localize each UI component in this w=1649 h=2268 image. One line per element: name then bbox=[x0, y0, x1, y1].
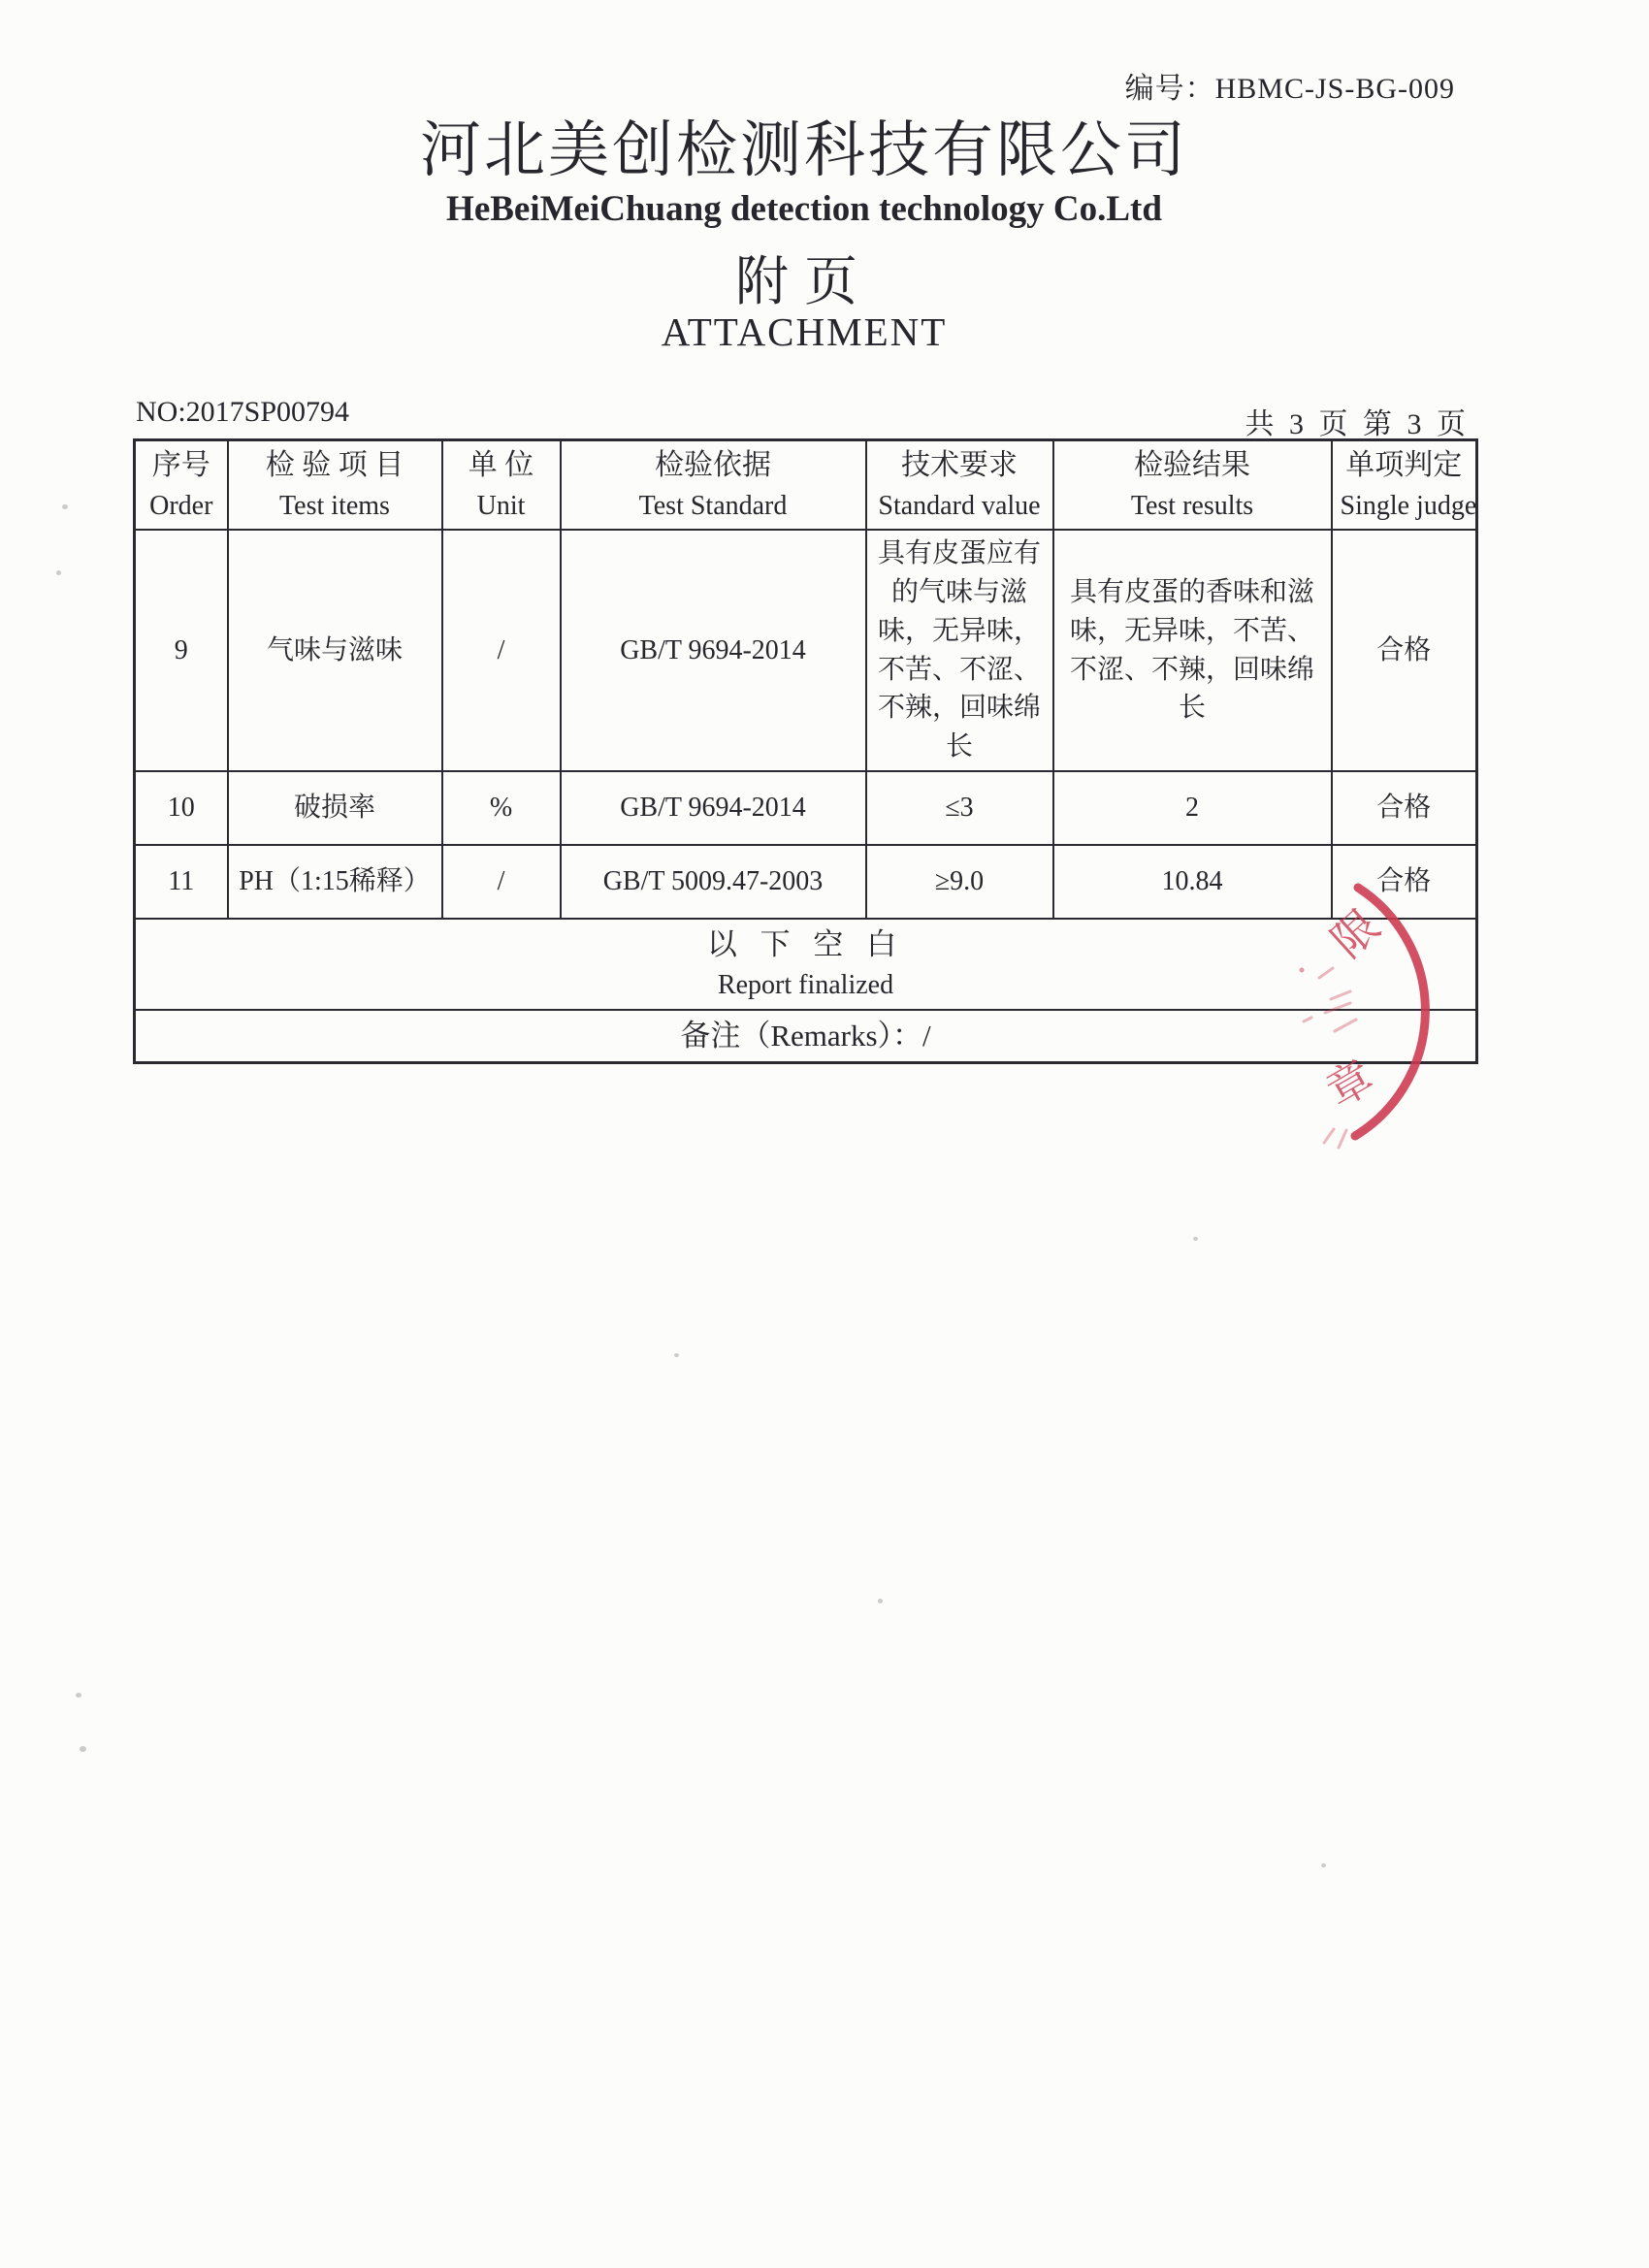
stamp-char-bottom: 章 bbox=[1318, 1051, 1382, 1118]
report-number: NO:2017SP00794 bbox=[136, 396, 350, 428]
cell-unit: % bbox=[442, 771, 561, 845]
cell-result: 2 bbox=[1053, 771, 1332, 845]
blank-filler-cell bbox=[135, 919, 1477, 1010]
stamp-char-top: 限 bbox=[1322, 900, 1389, 967]
cell-value: ≤3 bbox=[866, 771, 1053, 845]
header-order: 序号 Order bbox=[135, 440, 228, 531]
ref-number: HBMC-JS-BG-009 bbox=[1214, 73, 1455, 105]
blank-filler-row bbox=[135, 919, 1477, 1010]
table-row bbox=[135, 771, 1477, 845]
scan-speck bbox=[674, 1353, 679, 1357]
table-header-row bbox=[135, 440, 1477, 531]
ref-label: 编号： bbox=[1124, 73, 1215, 105]
page-indicator: 共 3 页 第 3 页 bbox=[1245, 408, 1470, 440]
test-results-table bbox=[133, 438, 1478, 1064]
cell-item: PH（1:15稀释） bbox=[228, 845, 442, 919]
blank-label-cn: 以 下 空 白 bbox=[706, 926, 905, 961]
cell-result: 10.84 bbox=[1053, 845, 1332, 919]
cell-value: ≥9.0 bbox=[866, 845, 1053, 919]
scan-speck bbox=[76, 1693, 81, 1698]
table-row bbox=[135, 530, 1477, 771]
table-row bbox=[135, 845, 1477, 919]
cell-item: 气味与滋味 bbox=[228, 530, 442, 771]
attachment-title-en: ATTACHMENT bbox=[661, 309, 948, 354]
remarks-row bbox=[135, 1010, 1477, 1063]
header-unit: 单 位 Unit bbox=[442, 440, 561, 531]
cell-order: 9 bbox=[135, 530, 228, 771]
cell-order: 11 bbox=[135, 845, 228, 919]
cell-judge: 合格 bbox=[1332, 771, 1477, 845]
cell-value: 具有皮蛋应有 的气味与滋 味，无异味，不苦、不涩、不辣，回味绵长 bbox=[866, 530, 1053, 771]
company-name-en: HeBeiMeiChuang detection technology Co.Ltd bbox=[446, 189, 1162, 229]
scan-speck bbox=[1193, 1237, 1198, 1241]
cell-judge: 合格 bbox=[1332, 845, 1477, 919]
attachment-title-cn: 附页 bbox=[734, 252, 873, 311]
scan-speck bbox=[62, 504, 68, 509]
header-test-items: 检 验 项 目 Test items bbox=[228, 440, 442, 531]
scan-speck bbox=[878, 1599, 883, 1604]
header-standard-value: 技术要求 Standard value bbox=[866, 440, 1053, 531]
cell-standard: GB/T 9694-2014 bbox=[561, 530, 866, 771]
scan-speck bbox=[80, 1746, 86, 1752]
cell-standard: GB/T 5009.47-2003 bbox=[561, 845, 866, 919]
blank-label-en: Report finalized bbox=[717, 969, 894, 1000]
remarks-cell: 备注（Remarks）：/ bbox=[135, 1010, 1477, 1063]
cell-judge: 合格 bbox=[1332, 530, 1477, 771]
cell-unit: / bbox=[442, 530, 561, 771]
cell-unit: / bbox=[442, 845, 561, 919]
cell-result: 具有皮蛋的香味和滋味，无异味，不苦、不涩、不辣，回味绵长 bbox=[1053, 530, 1332, 771]
scan-speck bbox=[1321, 1863, 1326, 1867]
company-name-cn: 河北美创检测科技有限公司 bbox=[420, 116, 1188, 184]
header-test-results: 检验结果 Test results bbox=[1053, 440, 1332, 531]
cell-standard: GB/T 9694-2014 bbox=[561, 771, 866, 845]
header-test-standard: 检验依据 Test Standard bbox=[561, 440, 866, 531]
scan-speck bbox=[56, 570, 61, 575]
cell-order: 10 bbox=[135, 771, 228, 845]
cell-item: 破损率 bbox=[228, 771, 442, 845]
header-single-judge: 单项判定 Single judge bbox=[1332, 440, 1477, 531]
